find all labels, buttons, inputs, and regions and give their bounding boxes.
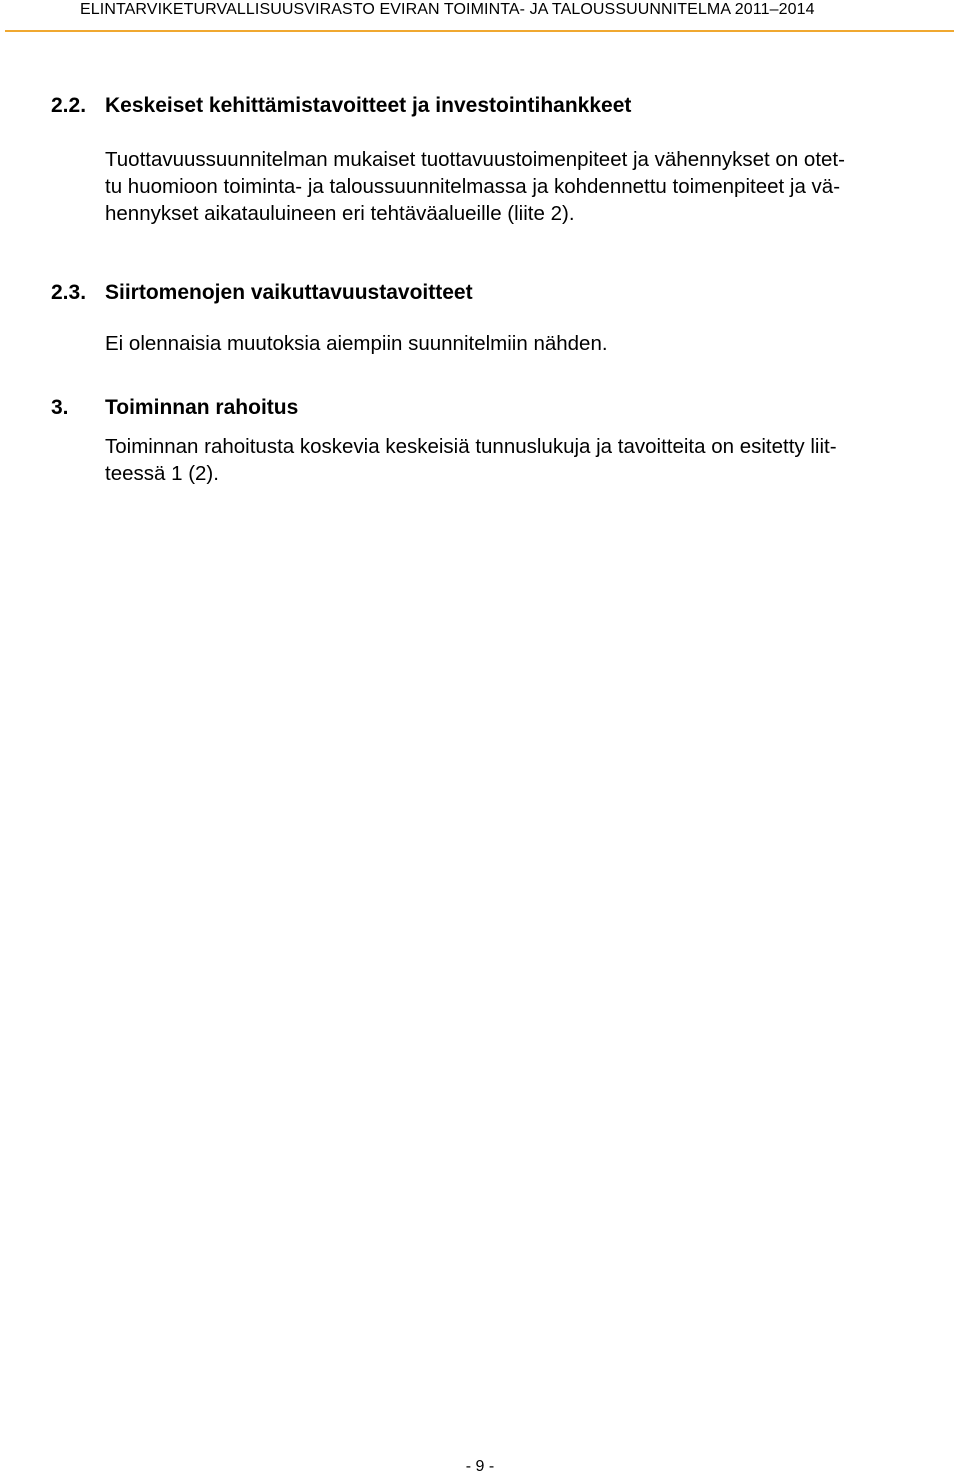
section-title: Siirtomenojen vaikuttavuustavoitteet (105, 281, 473, 304)
paragraph-line: Toiminnan rahoitusta koskevia keskeisiä tunnuslukuja ja tavoitteita on esitetty liit- (105, 435, 837, 458)
paragraph-line: teessä 1 (2). (105, 462, 219, 485)
header-divider (5, 30, 954, 32)
section-number: 3. (51, 396, 69, 419)
paragraph-line: tu huomioon toiminta- ja taloussuunnitelmassa ja kohdennettu toimenpiteet ja vä- (105, 175, 841, 198)
page-number: - 9 - (465, 1458, 495, 1475)
paragraph-line: hennykset aikatauluineen eri tehtäväalueille (liite 2). (105, 202, 575, 225)
section-title: Toiminnan rahoitus (105, 396, 299, 419)
paragraph-line: Ei olennaisia muutoksia aiempiin suunnitelmiin nähden. (105, 332, 608, 355)
paragraph-line: Tuottavuussuunnitelman mukaiset tuottavuustoimenpiteet ja vähennykset on otet- (105, 148, 845, 171)
section-title: Keskeiset kehittämistavoitteet ja investointihankkeet (105, 94, 632, 117)
running-header: ELINTARVIKETURVALLISUUSVIRASTO EVIRAN TOIMINTA- JA TALOUSSUUNNITELMA 2011–2014 (80, 1, 815, 18)
section-number: 2.2. (51, 94, 87, 117)
section-number: 2.3. (51, 281, 87, 304)
